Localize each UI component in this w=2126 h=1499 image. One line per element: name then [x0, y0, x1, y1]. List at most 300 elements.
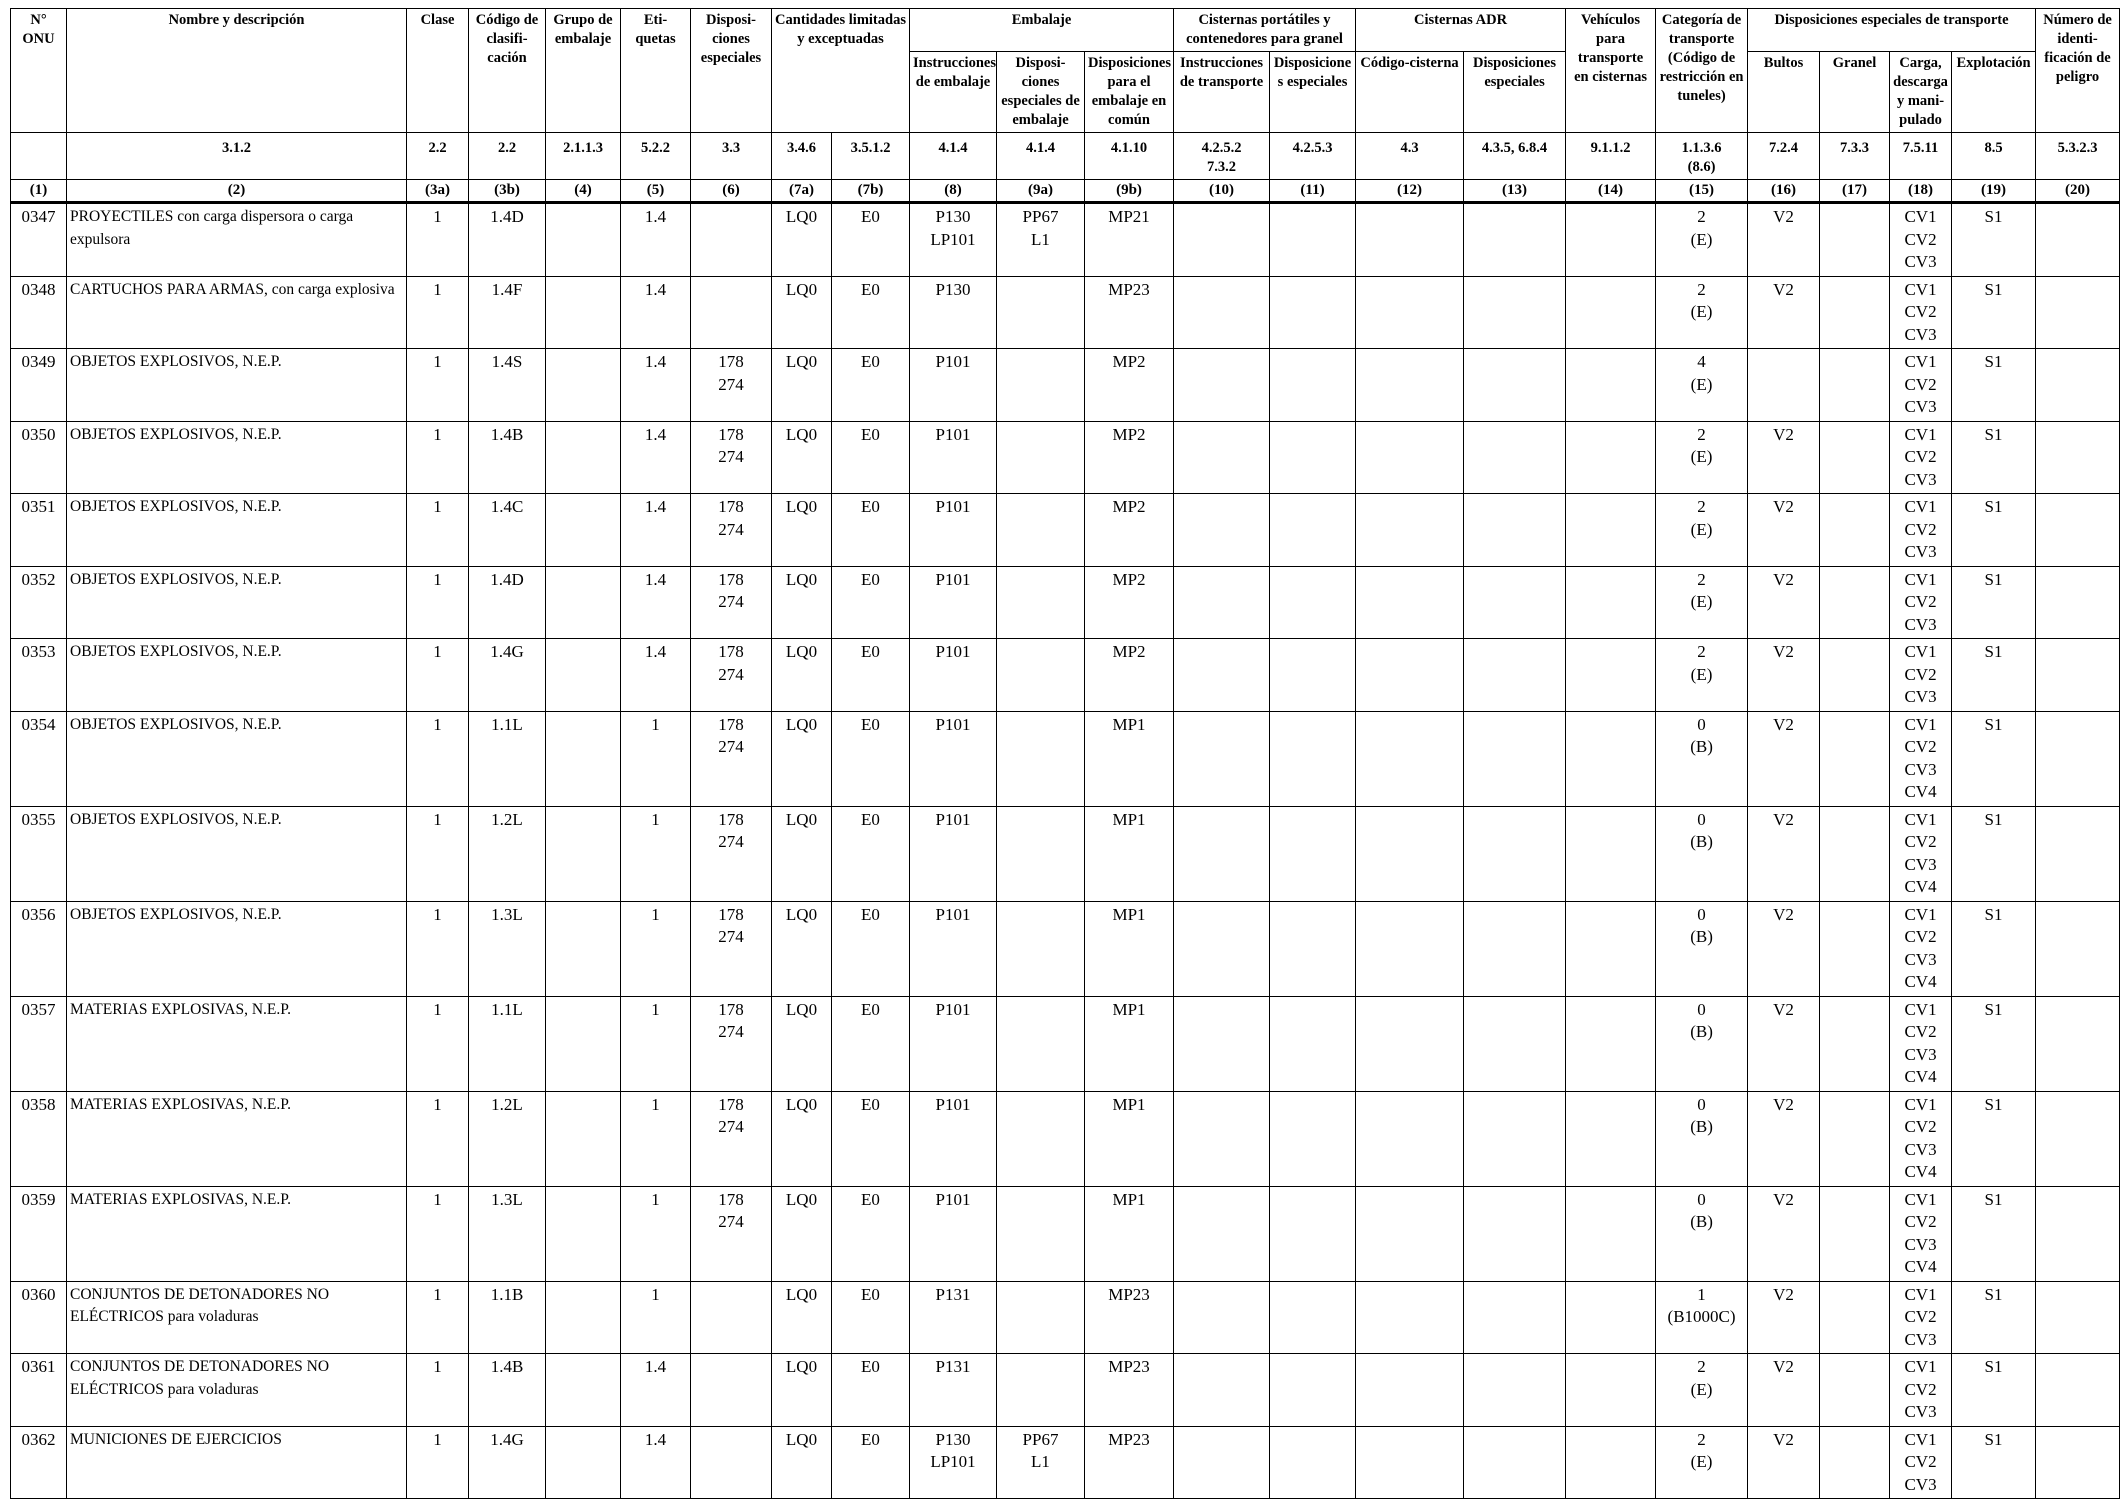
- cell-empty: [1820, 1091, 1890, 1186]
- header-dt-carga: Carga, descarga y mani-pulado: [1890, 52, 1952, 133]
- cell-empty: [2036, 1281, 2120, 1354]
- cell-etiquetas: 1: [621, 711, 691, 806]
- cell-grupo: [546, 1426, 621, 1499]
- cell-etiquetas: 1.4: [621, 1426, 691, 1499]
- cell-emb: P101: [910, 1186, 997, 1281]
- column-number-cell: (2): [67, 180, 407, 203]
- cell-eq: E0: [832, 276, 910, 349]
- cell-nombre: OBJETOS EXPLOSIVOS, N.E.P.: [67, 421, 407, 494]
- cell-onu: 0356: [11, 901, 67, 996]
- cell-eq: E0: [832, 901, 910, 996]
- cell-explot: S1: [1952, 1091, 2036, 1186]
- cell-grupo: [546, 806, 621, 901]
- reference-cell: 3.3: [691, 133, 772, 180]
- cell-emb: P101: [910, 566, 997, 639]
- cell-empty: [1464, 901, 1566, 996]
- reference-cell: 9.1.1.2: [1566, 133, 1656, 180]
- cell-explot: S1: [1952, 276, 2036, 349]
- cell-empty: [1820, 276, 1890, 349]
- cell-empty: [1356, 639, 1464, 712]
- cell-nombre: OBJETOS EXPLOSIVOS, N.E.P.: [67, 639, 407, 712]
- cell-lq: LQ0: [772, 349, 832, 422]
- cell-emb-comun: MP1: [1085, 901, 1174, 996]
- cell-eq: E0: [832, 639, 910, 712]
- cell-etiquetas: 1.4: [621, 203, 691, 277]
- reference-cell: 4.2.5.3: [1270, 133, 1356, 180]
- cell-lq: LQ0: [772, 639, 832, 712]
- column-number-cell: (10): [1174, 180, 1270, 203]
- cell-explot: S1: [1952, 1186, 2036, 1281]
- cell-bultos: V2: [1748, 639, 1820, 712]
- cell-bultos: V2: [1748, 203, 1820, 277]
- cell-carga: CV1 CV2 CV3: [1890, 1354, 1952, 1427]
- reference-row: [11, 133, 2120, 180]
- cell-empty: [1464, 1281, 1566, 1354]
- cell-clase: 1: [407, 1281, 469, 1354]
- column-number-cell: (19): [1952, 180, 2036, 203]
- cell-empty: [2036, 639, 2120, 712]
- cell-carga: CV1 CV2 CV3: [1890, 349, 1952, 422]
- cell-empty: [1566, 1281, 1656, 1354]
- cell-empty: [2036, 349, 2120, 422]
- cell-emb-disp: [997, 1354, 1085, 1427]
- cell-eq: E0: [832, 566, 910, 639]
- cell-empty: [2036, 203, 2120, 277]
- cell-empty: [1820, 639, 1890, 712]
- cell-emb-disp: [997, 566, 1085, 639]
- reference-cell: 8.5: [1952, 133, 2036, 180]
- cell-lq: LQ0: [772, 996, 832, 1091]
- table-row: [11, 203, 2120, 277]
- cell-clase: 1: [407, 276, 469, 349]
- cell-codigo: 1.2L: [469, 806, 546, 901]
- cell-carga: CV1 CV2 CV3: [1890, 1281, 1952, 1354]
- cell-empty: [1566, 711, 1656, 806]
- column-number-cell: (13): [1464, 180, 1566, 203]
- cell-empty: [2036, 1091, 2120, 1186]
- cell-empty: [1356, 421, 1464, 494]
- cell-empty: [1464, 494, 1566, 567]
- cell-empty: [2036, 494, 2120, 567]
- reference-cell: 4.3.5, 6.8.4: [1464, 133, 1566, 180]
- cell-empty: [1566, 203, 1656, 277]
- cell-emb: P130 LP101: [910, 1426, 997, 1499]
- table-row: [11, 1091, 2120, 1186]
- column-number-cell: (18): [1890, 180, 1952, 203]
- cell-codigo: 1.4S: [469, 349, 546, 422]
- cell-emb: P131: [910, 1354, 997, 1427]
- cell-carga: CV1 CV2 CV3 CV4: [1890, 1186, 1952, 1281]
- cell-disp: 178 274: [691, 806, 772, 901]
- cell-empty: [1174, 806, 1270, 901]
- reference-cell: 3.4.6: [772, 133, 832, 180]
- cell-carga: CV1 CV2 CV3 CV4: [1890, 901, 1952, 996]
- cell-empty: [1174, 996, 1270, 1091]
- cell-disp: 178 274: [691, 711, 772, 806]
- cell-eq: E0: [832, 1091, 910, 1186]
- column-number-cell: (3a): [407, 180, 469, 203]
- cell-nombre: MATERIAS EXPLOSIVAS, N.E.P.: [67, 1186, 407, 1281]
- cell-disp: 178 274: [691, 349, 772, 422]
- cell-cat: 2 (E): [1656, 1354, 1748, 1427]
- cell-explot: S1: [1952, 203, 2036, 277]
- header-cisternas-adr: Cisternas ADR: [1356, 9, 1566, 52]
- cell-empty: [1566, 639, 1656, 712]
- cell-emb: P101: [910, 806, 997, 901]
- cell-emb-disp: [997, 494, 1085, 567]
- cell-empty: [1270, 1354, 1356, 1427]
- cell-empty: [1270, 996, 1356, 1091]
- cell-empty: [1174, 1354, 1270, 1427]
- cell-grupo: [546, 1186, 621, 1281]
- cell-bultos: V2: [1748, 711, 1820, 806]
- cell-empty: [1820, 1354, 1890, 1427]
- cell-eq: E0: [832, 711, 910, 806]
- column-number-cell: (5): [621, 180, 691, 203]
- column-number-cell: (12): [1356, 180, 1464, 203]
- cell-empty: [1566, 421, 1656, 494]
- table-row: [11, 806, 2120, 901]
- cell-lq: LQ0: [772, 494, 832, 567]
- cell-emb: P101: [910, 494, 997, 567]
- cell-explot: S1: [1952, 901, 2036, 996]
- cell-bultos: V2: [1748, 1186, 1820, 1281]
- table-row: [11, 639, 2120, 712]
- cell-nombre: OBJETOS EXPLOSIVOS, N.E.P.: [67, 806, 407, 901]
- cell-clase: 1: [407, 349, 469, 422]
- cell-carga: CV1 CV2 CV3: [1890, 494, 1952, 567]
- header-cp-instr: Instrucciones de transporte: [1174, 52, 1270, 133]
- cell-bultos: V2: [1748, 276, 1820, 349]
- header-categoria: Categoría de transporte (Código de restricción en tuneles): [1656, 9, 1748, 133]
- cell-carga: CV1 CV2 CV3: [1890, 421, 1952, 494]
- cell-nombre: MATERIAS EXPLOSIVAS, N.E.P.: [67, 996, 407, 1091]
- cell-grupo: [546, 1091, 621, 1186]
- cell-empty: [1174, 1426, 1270, 1499]
- cell-explot: S1: [1952, 349, 2036, 422]
- cell-onu: 0349: [11, 349, 67, 422]
- cell-nombre: CONJUNTOS DE DETONADORES NO ELÉCTRICOS para voladuras: [67, 1354, 407, 1427]
- cell-grupo: [546, 639, 621, 712]
- cell-empty: [1464, 1186, 1566, 1281]
- cell-empty: [1464, 996, 1566, 1091]
- cell-carga: CV1 CV2 CV3: [1890, 276, 1952, 349]
- reference-cell: 3.1.2: [67, 133, 407, 180]
- reference-cell: 7.2.4: [1748, 133, 1820, 180]
- cell-empty: [1270, 203, 1356, 277]
- cell-grupo: [546, 1354, 621, 1427]
- cell-empty: [1270, 1186, 1356, 1281]
- cell-empty: [1566, 806, 1656, 901]
- header-emb-instr: Instrucciones de embalaje: [910, 52, 997, 133]
- cell-etiquetas: 1.4: [621, 421, 691, 494]
- cell-bultos: [1748, 349, 1820, 422]
- cell-empty: [1820, 1281, 1890, 1354]
- cell-emb-comun: MP23: [1085, 1281, 1174, 1354]
- cell-empty: [1464, 203, 1566, 277]
- reference-cell: 2.2: [469, 133, 546, 180]
- cell-emb-disp: [997, 711, 1085, 806]
- cell-emb-disp: [997, 276, 1085, 349]
- cell-codigo: 1.4C: [469, 494, 546, 567]
- cell-lq: LQ0: [772, 711, 832, 806]
- header-adr-codigo: Código-cisterna: [1356, 52, 1464, 133]
- header-nombre: Nombre y descripción: [67, 9, 407, 133]
- cell-empty: [1356, 566, 1464, 639]
- cell-disp: 178 274: [691, 1091, 772, 1186]
- cell-explot: S1: [1952, 996, 2036, 1091]
- table-row: [11, 711, 2120, 806]
- reference-cell: 7.5.11: [1890, 133, 1952, 180]
- cell-emb: P101: [910, 349, 997, 422]
- cell-empty: [1356, 276, 1464, 349]
- cell-emb-comun: MP2: [1085, 566, 1174, 639]
- cell-disp: [691, 203, 772, 277]
- cell-clase: 1: [407, 203, 469, 277]
- cell-nombre: CONJUNTOS DE DETONADORES NO ELÉCTRICOS para voladuras: [67, 1281, 407, 1354]
- cell-cat: 2 (E): [1656, 639, 1748, 712]
- cell-empty: [1174, 1281, 1270, 1354]
- cell-codigo: 1.4D: [469, 203, 546, 277]
- cell-cat: 2 (E): [1656, 494, 1748, 567]
- header-vehiculos: Vehículos para transporte en cisternas: [1566, 9, 1656, 133]
- cell-empty: [1566, 1426, 1656, 1499]
- cell-empty: [1820, 349, 1890, 422]
- cell-cat: 2 (E): [1656, 421, 1748, 494]
- cell-eq: E0: [832, 996, 910, 1091]
- cell-empty: [1566, 996, 1656, 1091]
- cell-codigo: 1.4G: [469, 639, 546, 712]
- table-row: [11, 421, 2120, 494]
- cell-empty: [1356, 203, 1464, 277]
- column-number-cell: (7a): [772, 180, 832, 203]
- cell-etiquetas: 1.4: [621, 276, 691, 349]
- cell-empty: [1464, 639, 1566, 712]
- cell-nombre: PROYECTILES con carga dispersora o carga expulsora: [67, 203, 407, 277]
- reference-cell: 7.3.3: [1820, 133, 1890, 180]
- cell-emb-disp: [997, 421, 1085, 494]
- cell-carga: CV1 CV2 CV3 CV4: [1890, 996, 1952, 1091]
- cell-bultos: V2: [1748, 901, 1820, 996]
- table-body: [11, 203, 2120, 1499]
- cell-etiquetas: 1: [621, 996, 691, 1091]
- cell-empty: [1820, 996, 1890, 1091]
- cell-emb-disp: [997, 1186, 1085, 1281]
- cell-empty: [1820, 203, 1890, 277]
- cell-cat: 1 (B1000C): [1656, 1281, 1748, 1354]
- cell-empty: [1174, 276, 1270, 349]
- cell-carga: CV1 CV2 CV3: [1890, 566, 1952, 639]
- header-etiquetas: Eti-quetas: [621, 9, 691, 133]
- reference-cell: 4.2.5.2 7.3.2: [1174, 133, 1270, 180]
- cell-empty: [1566, 566, 1656, 639]
- cell-empty: [1356, 901, 1464, 996]
- cell-emb-disp: [997, 1281, 1085, 1354]
- cell-cat: 0 (B): [1656, 1091, 1748, 1186]
- cell-lq: LQ0: [772, 1354, 832, 1427]
- table-row: [11, 1426, 2120, 1499]
- cell-disp: [691, 1281, 772, 1354]
- cell-empty: [1174, 421, 1270, 494]
- cell-bultos: V2: [1748, 1281, 1820, 1354]
- header-disp-transporte: Disposiciones especiales de transporte: [1748, 9, 2036, 52]
- cell-empty: [1464, 349, 1566, 422]
- column-number-cell: (17): [1820, 180, 1890, 203]
- cell-empty: [1820, 421, 1890, 494]
- cell-grupo: [546, 494, 621, 567]
- column-number-cell: (20): [2036, 180, 2120, 203]
- cell-bultos: V2: [1748, 566, 1820, 639]
- cell-emb: P101: [910, 996, 997, 1091]
- cell-empty: [1270, 349, 1356, 422]
- cell-empty: [1464, 566, 1566, 639]
- header-cisternas-portatiles: Cisternas portátiles y contenedores para granel: [1174, 9, 1356, 52]
- cell-empty: [1270, 276, 1356, 349]
- cell-lq: LQ0: [772, 1426, 832, 1499]
- reference-cell: [11, 133, 67, 180]
- cell-bultos: V2: [1748, 1091, 1820, 1186]
- cell-empty: [1174, 1091, 1270, 1186]
- cell-disp: [691, 276, 772, 349]
- cell-emb-comun: MP2: [1085, 494, 1174, 567]
- cell-nombre: OBJETOS EXPLOSIVOS, N.E.P.: [67, 566, 407, 639]
- cell-emb: P131: [910, 1281, 997, 1354]
- cell-onu: 0350: [11, 421, 67, 494]
- column-number-cell: (14): [1566, 180, 1656, 203]
- cell-empty: [2036, 996, 2120, 1091]
- column-number-row: [11, 180, 2120, 203]
- cell-explot: S1: [1952, 711, 2036, 806]
- cell-emb-comun: MP1: [1085, 806, 1174, 901]
- cell-empty: [1464, 711, 1566, 806]
- dangerous-goods-table: [10, 8, 2120, 1499]
- cell-grupo: [546, 421, 621, 494]
- cell-codigo: 1.3L: [469, 1186, 546, 1281]
- cell-onu: 0358: [11, 1091, 67, 1186]
- cell-clase: 1: [407, 1354, 469, 1427]
- cell-codigo: 1.4F: [469, 276, 546, 349]
- cell-emb: P101: [910, 711, 997, 806]
- cell-explot: S1: [1952, 806, 2036, 901]
- cell-carga: CV1 CV2 CV3: [1890, 639, 1952, 712]
- reference-cell: 4.1.10: [1085, 133, 1174, 180]
- cell-codigo: 1.1L: [469, 996, 546, 1091]
- cell-onu: 0357: [11, 996, 67, 1091]
- cell-lq: LQ0: [772, 901, 832, 996]
- column-number-cell: (7b): [832, 180, 910, 203]
- cell-empty: [1270, 806, 1356, 901]
- table-header: [11, 9, 2120, 203]
- cell-empty: [1356, 1091, 1464, 1186]
- cell-empty: [1820, 806, 1890, 901]
- header-codigo: Código de clasifi-cación: [469, 9, 546, 133]
- cell-nombre: MUNICIONES DE EJERCICIOS: [67, 1426, 407, 1499]
- cell-empty: [1820, 1186, 1890, 1281]
- cell-empty: [1174, 203, 1270, 277]
- cell-nombre: OBJETOS EXPLOSIVOS, N.E.P.: [67, 349, 407, 422]
- cell-nombre: MATERIAS EXPLOSIVAS, N.E.P.: [67, 1091, 407, 1186]
- cell-empty: [1270, 1281, 1356, 1354]
- cell-empty: [1464, 421, 1566, 494]
- cell-grupo: [546, 711, 621, 806]
- header-emb-comun: Disposiciones para el embalaje en común: [1085, 52, 1174, 133]
- cell-empty: [1820, 711, 1890, 806]
- column-number-cell: (4): [546, 180, 621, 203]
- cell-emb-comun: MP1: [1085, 996, 1174, 1091]
- cell-nombre: OBJETOS EXPLOSIVOS, N.E.P.: [67, 901, 407, 996]
- cell-empty: [1174, 349, 1270, 422]
- column-number-cell: (11): [1270, 180, 1356, 203]
- cell-codigo: 1.1B: [469, 1281, 546, 1354]
- cell-bultos: V2: [1748, 1354, 1820, 1427]
- cell-empty: [1270, 494, 1356, 567]
- cell-clase: 1: [407, 1091, 469, 1186]
- reference-cell: 1.1.3.6 (8.6): [1656, 133, 1748, 180]
- cell-grupo: [546, 276, 621, 349]
- cell-clase: 1: [407, 1186, 469, 1281]
- cell-cat: 0 (B): [1656, 711, 1748, 806]
- cell-explot: S1: [1952, 421, 2036, 494]
- cell-cat: 2 (E): [1656, 566, 1748, 639]
- cell-emb-comun: MP23: [1085, 1354, 1174, 1427]
- cell-lq: LQ0: [772, 421, 832, 494]
- cell-etiquetas: 1: [621, 806, 691, 901]
- cell-codigo: 1.2L: [469, 1091, 546, 1186]
- cell-clase: 1: [407, 1426, 469, 1499]
- cell-codigo: 1.4D: [469, 566, 546, 639]
- table-row: [11, 1354, 2120, 1427]
- cell-empty: [1174, 566, 1270, 639]
- cell-clase: 1: [407, 711, 469, 806]
- cell-emb-disp: [997, 1091, 1085, 1186]
- cell-onu: 0355: [11, 806, 67, 901]
- cell-explot: S1: [1952, 1426, 2036, 1499]
- cell-onu: 0354: [11, 711, 67, 806]
- cell-grupo: [546, 203, 621, 277]
- table-row: [11, 276, 2120, 349]
- reference-cell: 4.1.4: [997, 133, 1085, 180]
- reference-cell: 3.5.1.2: [832, 133, 910, 180]
- cell-empty: [1270, 711, 1356, 806]
- cell-explot: S1: [1952, 494, 2036, 567]
- cell-empty: [2036, 421, 2120, 494]
- cell-empty: [1820, 901, 1890, 996]
- cell-explot: S1: [1952, 1281, 2036, 1354]
- cell-emb: P130 LP101: [910, 203, 997, 277]
- cell-empty: [2036, 1426, 2120, 1499]
- cell-emb-comun: MP2: [1085, 421, 1174, 494]
- cell-eq: E0: [832, 806, 910, 901]
- cell-lq: LQ0: [772, 806, 832, 901]
- column-number-cell: (6): [691, 180, 772, 203]
- reference-cell: 4.1.4: [910, 133, 997, 180]
- cell-bultos: V2: [1748, 996, 1820, 1091]
- cell-emb: P101: [910, 901, 997, 996]
- cell-lq: LQ0: [772, 203, 832, 277]
- cell-grupo: [546, 566, 621, 639]
- cell-empty: [1566, 349, 1656, 422]
- cell-carga: CV1 CV2 CV3 CV4: [1890, 711, 1952, 806]
- cell-codigo: 1.4G: [469, 1426, 546, 1499]
- cell-empty: [1174, 711, 1270, 806]
- cell-empty: [1356, 1354, 1464, 1427]
- cell-codigo: 1.1L: [469, 711, 546, 806]
- table-row: [11, 566, 2120, 639]
- cell-empty: [1270, 421, 1356, 494]
- cell-empty: [1820, 494, 1890, 567]
- cell-empty: [1820, 1426, 1890, 1499]
- cell-emb: P101: [910, 639, 997, 712]
